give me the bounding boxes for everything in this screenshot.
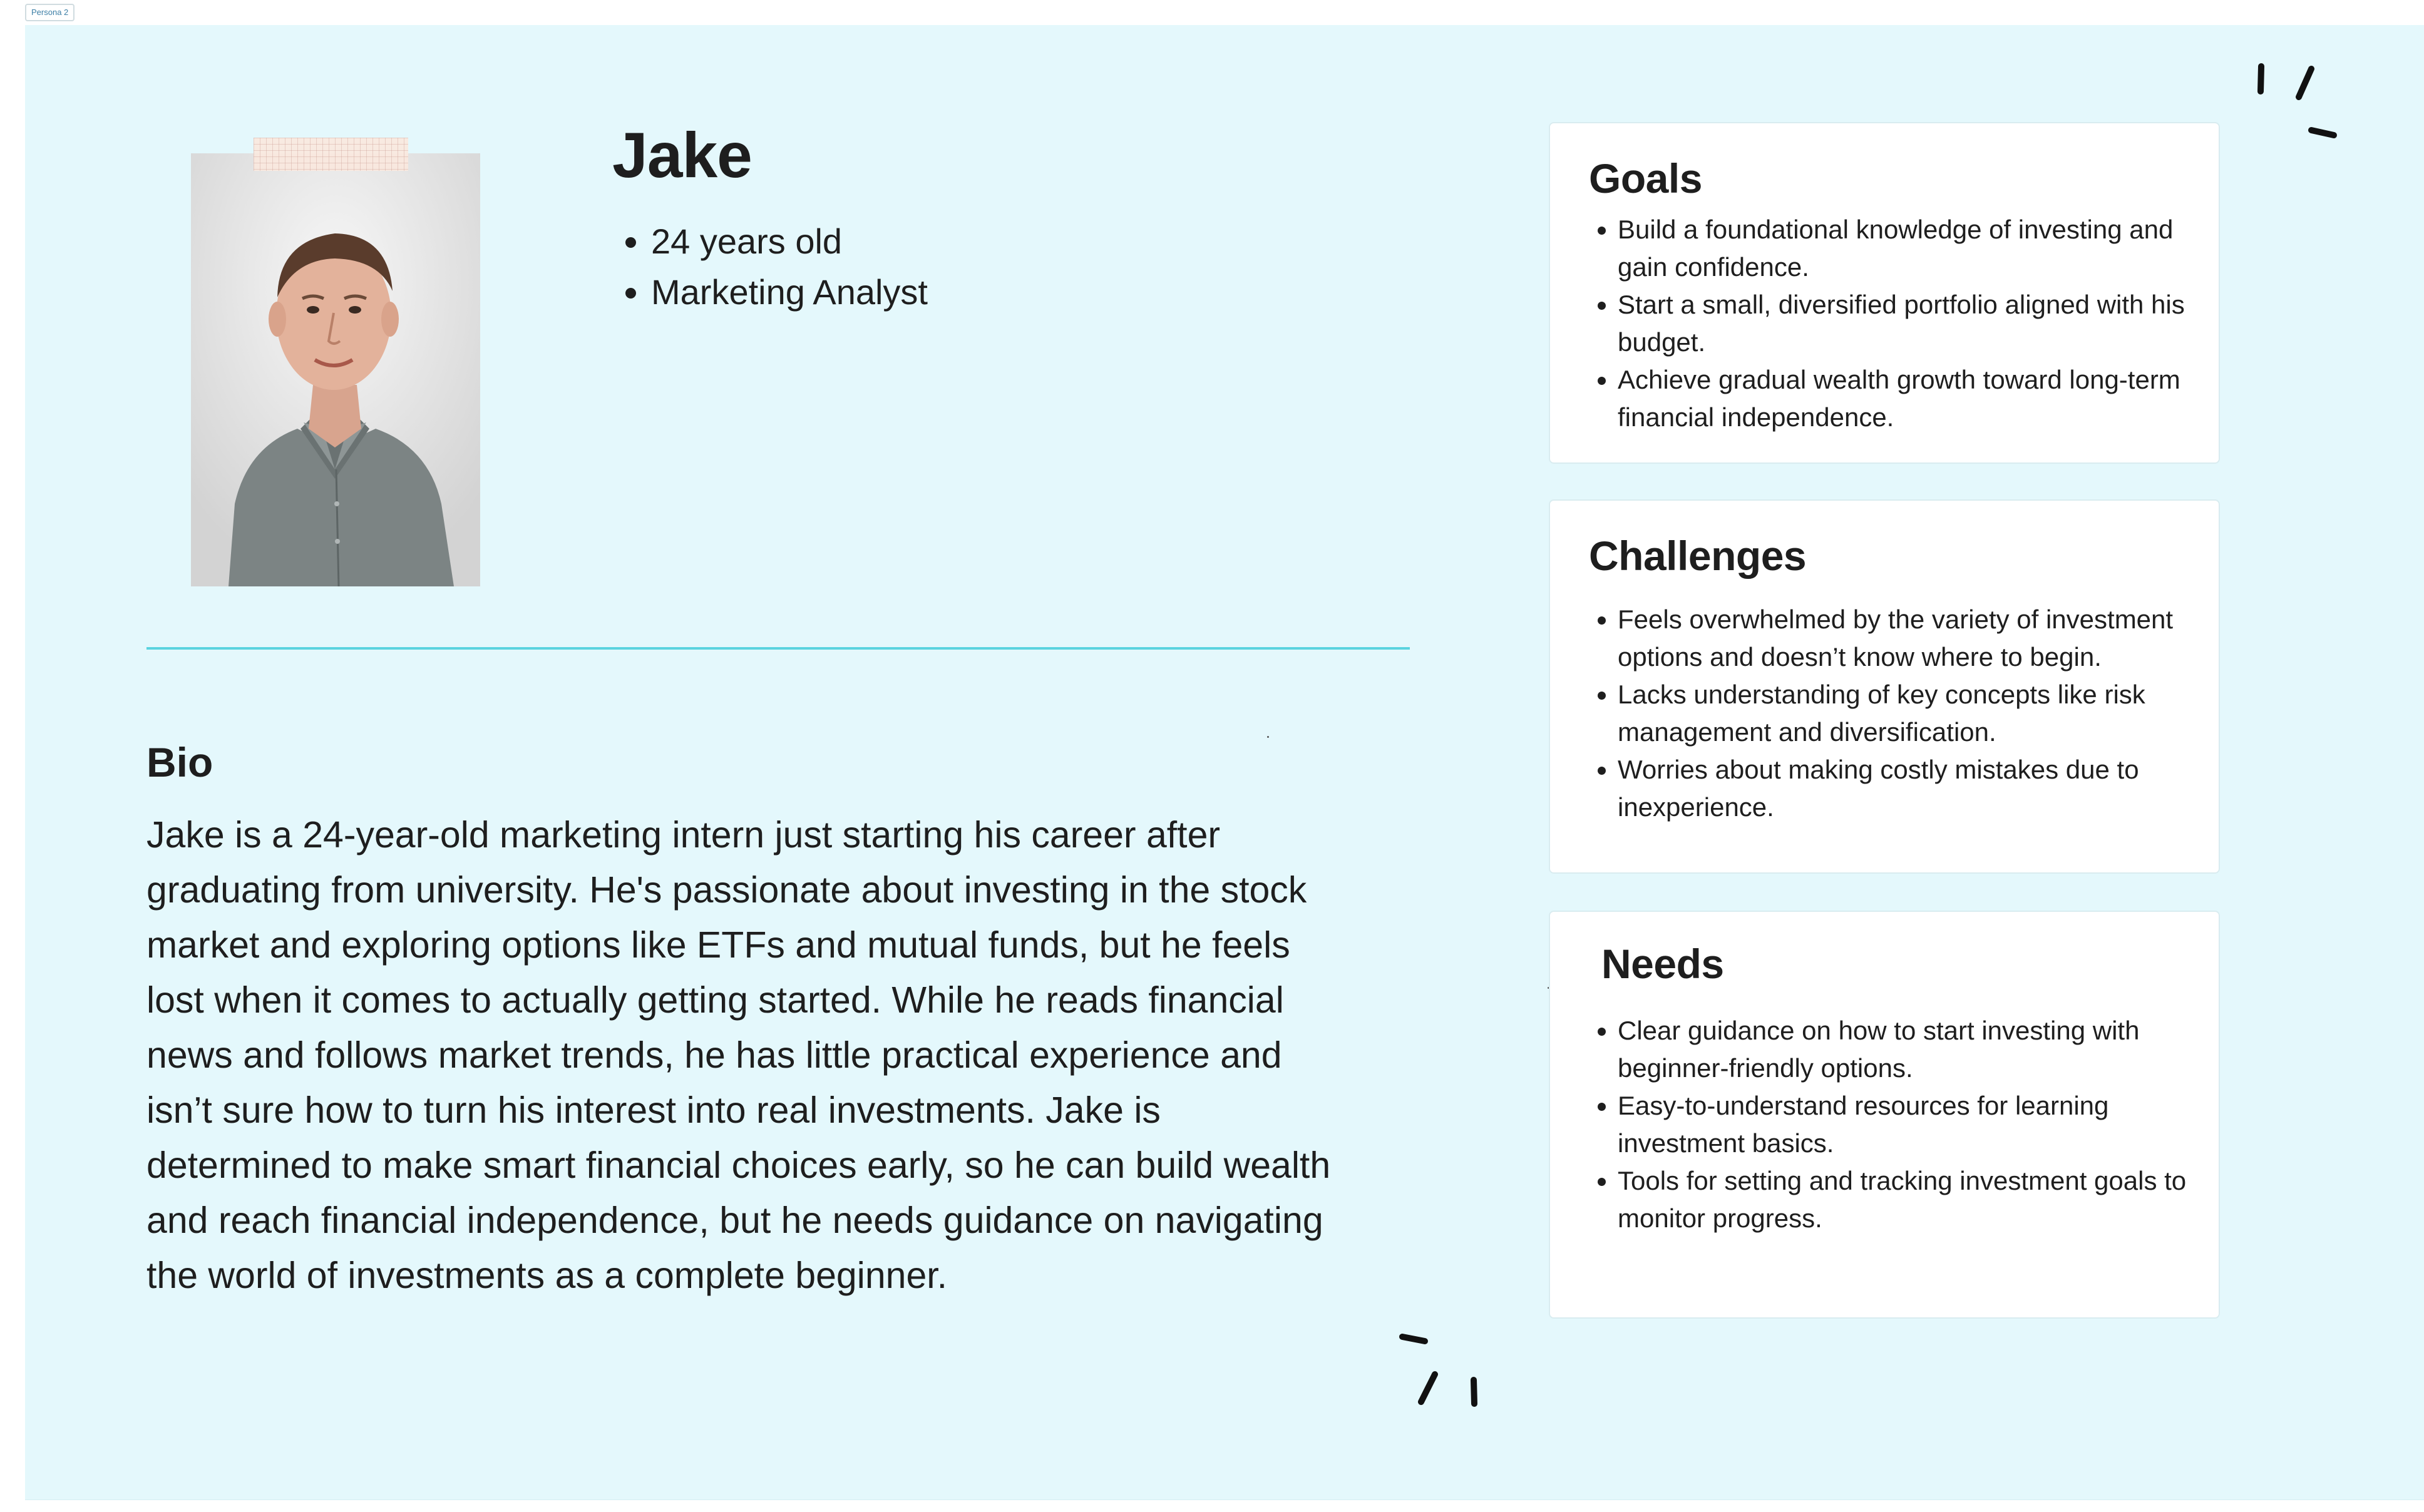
sparkle-stroke bbox=[1402, 1337, 1425, 1341]
persona-occupation: • Marketing Analyst bbox=[651, 267, 928, 317]
persona-name: Jake bbox=[612, 120, 752, 191]
challenges-item: • Lacks understanding of key concepts like risk management and diversification. bbox=[1618, 676, 2194, 751]
frame-label[interactable]: Persona 2 bbox=[25, 4, 74, 21]
goals-item: • Build a foundational knowledge of investing and gain confidence. bbox=[1618, 211, 2194, 286]
goals-title: Goals bbox=[1589, 155, 1702, 202]
bio-text[interactable]: Jake is a 24-year-old marketing intern just starting his career after graduating from university. He's passionate about investing in the stock market and exploring options like ETFs and mutual funds, but he feels lost when it comes to actually getting started. While he reads financial news and follows market trends, he has little practical experience and isn’t sure how to turn his interest into real investments. Jake is determined to make smart financial choices early, so he can build wealth and reach financial independence, but he needs guidance on navigating the world of investments as a complete beginner. bbox=[146, 814, 1331, 1296]
goals-item: • Start a small, diversified portfolio aligned with his budget. bbox=[1618, 286, 2194, 361]
persona-age: • 24 years old bbox=[651, 216, 928, 267]
sparkle-stroke bbox=[2299, 69, 2311, 97]
challenges-title: Challenges bbox=[1589, 533, 1807, 579]
needs-item: • Clear guidance on how to start investing with beginner-friendly options. bbox=[1618, 1012, 2194, 1087]
needs-title: Needs bbox=[1601, 941, 1724, 987]
goals-item: • Achieve gradual wealth growth toward long-term financial independence. bbox=[1618, 361, 2194, 436]
needs-item: • Easy-to-understand resources for learning investment basics. bbox=[1618, 1087, 2194, 1162]
challenges-item: • Worries about making costly mistakes due to inexperience. bbox=[1618, 751, 2194, 826]
bio-title: Bio bbox=[146, 739, 213, 785]
needs-item: • Tools for setting and tracking investment goals to monitor progress. bbox=[1618, 1162, 2194, 1237]
sparkle-stroke bbox=[2311, 130, 2334, 135]
sparkle-stroke bbox=[1421, 1374, 1435, 1402]
challenges-item: • Feels overwhelmed by the variety of investment options and doesn’t know where to begin. bbox=[1618, 601, 2194, 676]
